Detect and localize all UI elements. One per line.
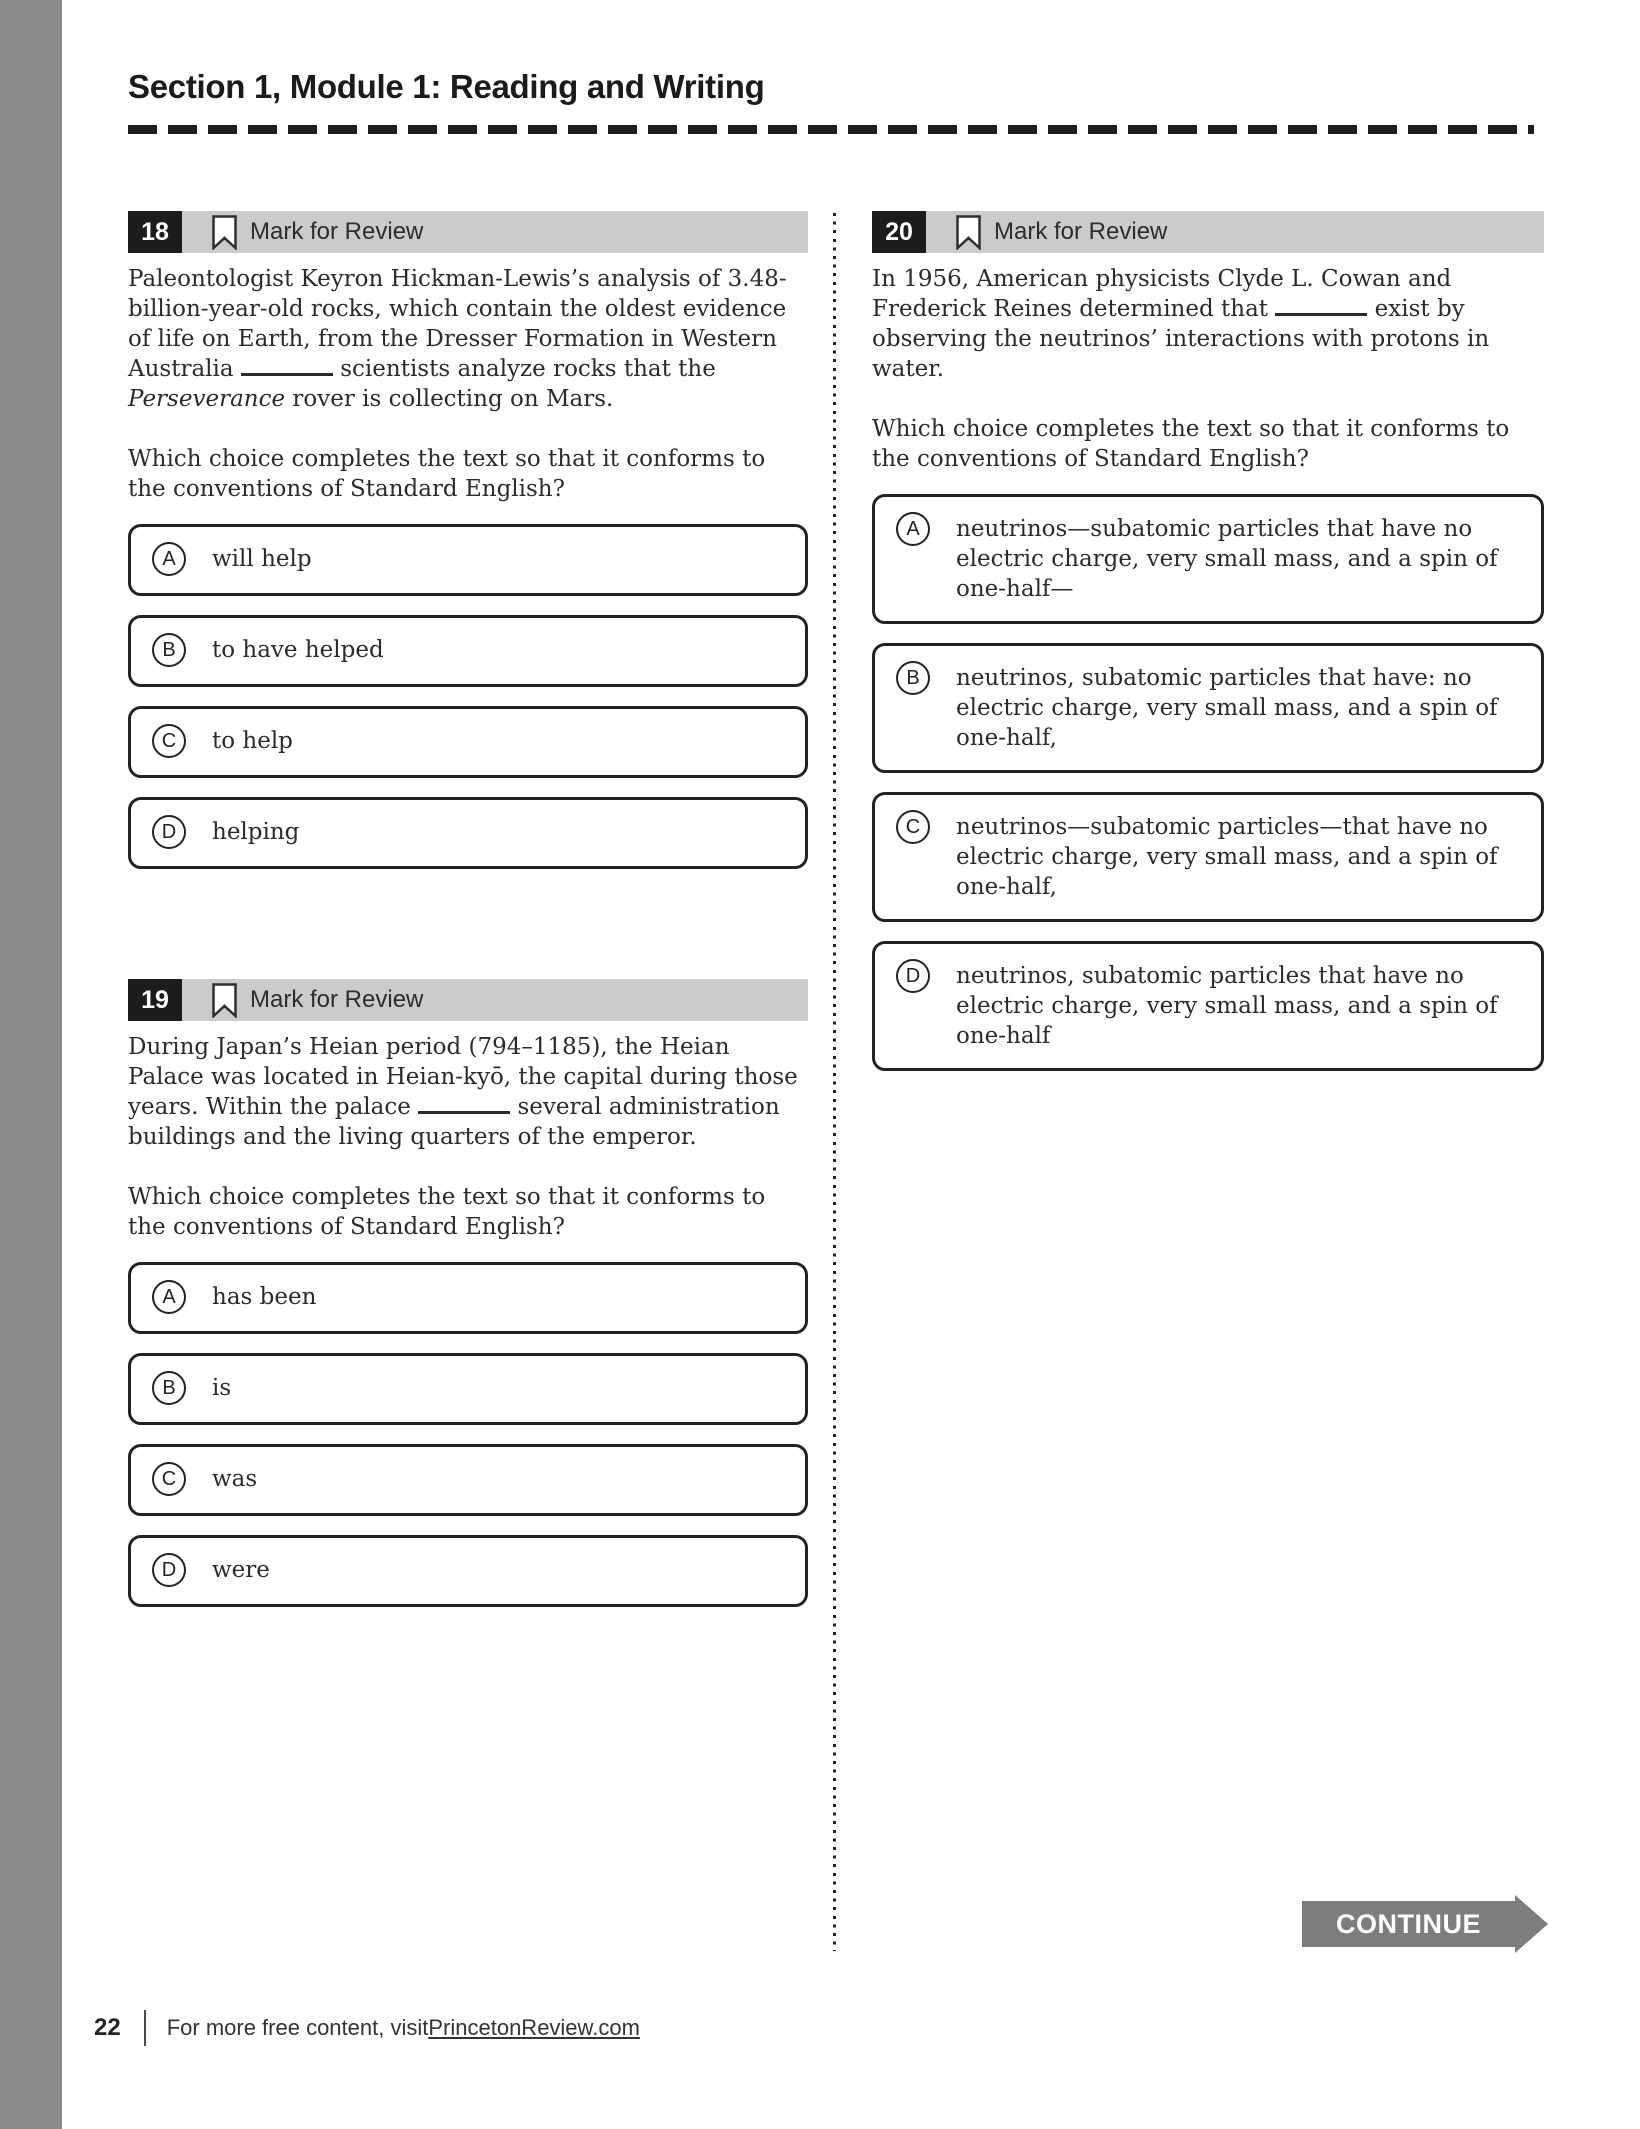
passage-text: In 1956, American physicists Clyde L. Cowan and Frederick Reines determined that exist by observing the neutrinos’ interactions with protons in water. <box>872 266 1490 382</box>
page-number: 22 <box>94 2014 121 2041</box>
choice-letter-circle: D <box>152 1553 186 1587</box>
choice-C[interactable] <box>128 706 808 778</box>
passage-text: Paleontologist Keyron Hickman-Lewis’s analysis of 3.48-billion-year-old rocks, which contain the oldest evidence of life on Earth, from the Dresser Formation in Western Australia scientists analyze rocks that the Perseverance rover is collecting on Mars. <box>128 266 787 412</box>
question-18-header <box>128 211 808 253</box>
choice-letter-circle: B <box>152 1371 186 1405</box>
choice-B[interactable] <box>128 615 808 687</box>
mark-for-review-label: Mark for Review <box>250 986 424 1013</box>
question-19-header <box>128 979 808 1021</box>
choice-letter-circle: A <box>896 512 930 546</box>
mark-for-review-button[interactable] <box>926 211 1544 253</box>
footer-text: For more free content, visit <box>166 2015 429 2040</box>
choice-text: will help <box>212 546 312 572</box>
continue-button[interactable] <box>1302 1895 1548 1953</box>
choice-text: neutrinos—subatomic particles that have no electric charge, very small mass, and a spin of one-half— <box>956 516 1498 602</box>
choice-A[interactable] <box>872 494 1544 624</box>
choice-A[interactable] <box>128 524 808 596</box>
choice-letter-circle: C <box>152 724 186 758</box>
answer-choices <box>872 494 1544 1071</box>
choice-C[interactable] <box>872 792 1544 922</box>
answer-choices <box>128 1262 808 1607</box>
continue-label: CONTINUE <box>1302 1901 1515 1947</box>
bookmark-icon <box>212 983 237 1018</box>
question-number: 19 <box>128 979 182 1021</box>
choice-text: to have helped <box>212 637 384 663</box>
passage-text: During Japan’s Heian period (794–1185), the Heian Palace was located in Heian-kyō, the capital during those years. Within the palace several administration buildings and the living quarters of the emperor. <box>128 1034 798 1150</box>
choice-C[interactable] <box>128 1444 808 1516</box>
question-prompt: Which choice completes the text so that it conforms to the conventions of Standard English? <box>128 1184 766 1240</box>
fill-in-blank <box>1275 312 1367 316</box>
left-column <box>128 211 808 1607</box>
choice-text: were <box>212 1557 270 1583</box>
choice-letter-circle: B <box>152 633 186 667</box>
choice-text: was <box>212 1466 258 1492</box>
left-gray-strip <box>0 0 62 2129</box>
choice-letter-circle: D <box>896 959 930 993</box>
page-footer <box>94 2010 640 2046</box>
choice-D[interactable] <box>128 797 808 869</box>
mark-for-review-label: Mark for Review <box>994 218 1168 245</box>
fill-in-blank <box>241 372 333 376</box>
choice-text: to help <box>212 728 293 754</box>
question-18 <box>128 211 808 869</box>
choice-text: is <box>212 1375 232 1401</box>
question-number: 18 <box>128 211 182 253</box>
right-column <box>872 211 1544 1071</box>
footer-divider <box>144 2010 146 2046</box>
choice-letter-circle: C <box>896 810 930 844</box>
choice-D[interactable] <box>128 1535 808 1607</box>
choice-B[interactable] <box>128 1353 808 1425</box>
column-divider <box>833 213 836 1951</box>
continue-arrow-icon <box>1515 1895 1548 1953</box>
bookmark-icon <box>956 215 981 250</box>
choice-letter-circle: B <box>896 661 930 695</box>
question-19 <box>128 979 808 1607</box>
dashed-divider <box>128 125 1534 134</box>
fill-in-blank <box>418 1110 510 1114</box>
question-prompt: Which choice completes the text so that it conforms to the conventions of Standard English? <box>128 446 766 502</box>
choice-D[interactable] <box>872 941 1544 1071</box>
choice-letter-circle: A <box>152 1280 186 1314</box>
question-20-header <box>872 211 1544 253</box>
page-title: Section 1, Module 1: Reading and Writing <box>128 68 765 105</box>
choice-letter-circle: D <box>152 815 186 849</box>
choice-text: neutrinos, subatomic particles that have: no electric charge, very small mass, and a spin of one-half, <box>956 665 1498 751</box>
choice-text: helping <box>212 819 300 845</box>
choice-A[interactable] <box>128 1262 808 1334</box>
bookmark-icon <box>212 215 237 250</box>
choice-B[interactable] <box>872 643 1544 773</box>
mark-for-review-button[interactable] <box>182 979 808 1021</box>
mark-for-review-label: Mark for Review <box>250 218 424 245</box>
footer-link[interactable]: PrincetonReview.com <box>428 2015 640 2040</box>
choice-text: has been <box>212 1284 317 1310</box>
choice-text: neutrinos—subatomic particles—that have no electric charge, very small mass, and a spin of one-half, <box>956 814 1498 900</box>
choice-letter-circle: C <box>152 1462 186 1496</box>
answer-choices <box>128 524 808 869</box>
question-prompt: Which choice completes the text so that it conforms to the conventions of Standard English? <box>872 416 1510 472</box>
question-number: 20 <box>872 211 926 253</box>
question-20 <box>872 211 1544 1071</box>
mark-for-review-button[interactable] <box>182 211 808 253</box>
choice-text: neutrinos, subatomic particles that have no electric charge, very small mass, and a spin of one-half <box>956 963 1498 1049</box>
choice-letter-circle: A <box>152 542 186 576</box>
